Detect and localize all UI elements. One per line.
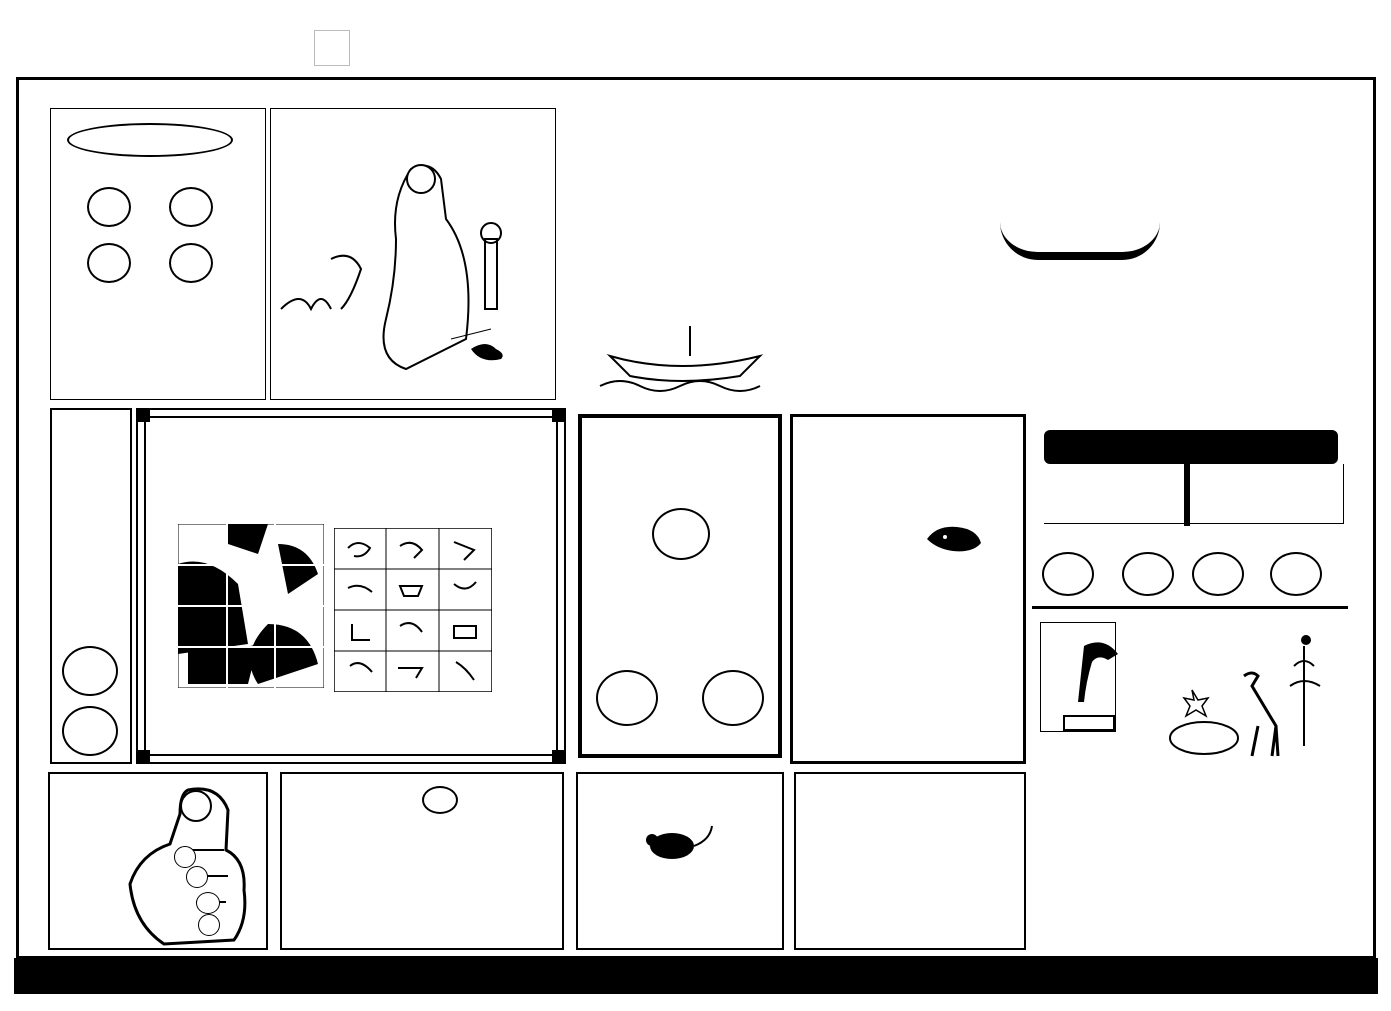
special-number-1 xyxy=(180,790,212,822)
jiehua-drawing xyxy=(1044,626,1344,766)
xuanji-box xyxy=(794,772,1026,950)
corner-tl xyxy=(138,410,150,422)
logo-swoosh xyxy=(1000,222,1160,260)
mouse-icon xyxy=(638,820,718,870)
open-section xyxy=(1034,424,1346,602)
open-label-2 xyxy=(1188,430,1338,464)
predict-title xyxy=(67,123,233,157)
predict-number-2 xyxy=(169,187,213,227)
special-number-3 xyxy=(186,866,208,888)
open-number-2 xyxy=(1122,552,1174,596)
special-number-5 xyxy=(198,914,220,936)
right-border-strip xyxy=(1350,86,1370,954)
left-border-strip xyxy=(22,86,42,954)
lucky-box xyxy=(790,414,1026,764)
open-number-4 xyxy=(1270,552,1322,596)
boat-drawing xyxy=(590,326,790,406)
scholar-drawing xyxy=(271,109,553,397)
open-number-1 xyxy=(1042,552,1094,596)
book-icon xyxy=(314,30,350,66)
dan-tuo-box xyxy=(578,414,782,758)
open-number-3 xyxy=(1192,552,1244,596)
predict-number-1 xyxy=(87,187,131,227)
open-label-1 xyxy=(1044,430,1184,464)
tuo-number-1 xyxy=(596,670,658,726)
footer-bar xyxy=(14,958,1378,994)
corner-bl xyxy=(138,750,150,762)
this-issue-box xyxy=(280,772,564,950)
this-issue-number xyxy=(422,786,458,814)
cold-number-1 xyxy=(62,646,118,696)
jiehua-divider xyxy=(1032,606,1348,609)
tuo-number-2 xyxy=(702,670,764,726)
treasure-section xyxy=(590,96,790,406)
special-number-4 xyxy=(196,892,220,914)
corner-br xyxy=(552,750,564,762)
scholar-illustration xyxy=(270,108,556,400)
jiehua-section xyxy=(1034,616,1346,952)
cold-number-2 xyxy=(62,706,118,756)
puzzle-image xyxy=(178,524,324,688)
special-number-2 xyxy=(174,846,196,868)
puzzle-box xyxy=(136,408,566,764)
predict-number-4 xyxy=(169,243,213,283)
zodiac-grid xyxy=(334,528,492,692)
zodiac-animal-icon xyxy=(923,519,985,555)
predict-number-3 xyxy=(87,243,131,283)
special-box xyxy=(48,772,268,950)
cold-numbers-box xyxy=(50,408,132,764)
predict-box xyxy=(50,108,266,400)
dan-number xyxy=(652,508,710,560)
open-box-line xyxy=(1044,464,1344,524)
corner-tr xyxy=(552,410,564,422)
lucky-zodiac-box xyxy=(576,772,784,950)
